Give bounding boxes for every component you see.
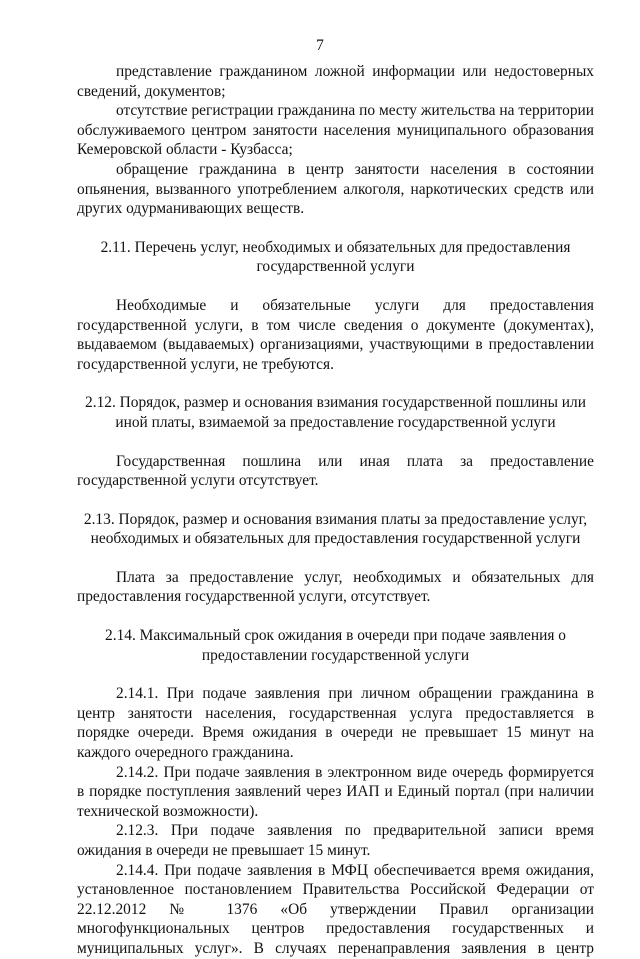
- section-heading-2-13: 2.13. Порядок, размер и основания взимания платы за предоставление услуг, необходимых и обязательных для предоставления государственной услуги: [83, 510, 588, 548]
- document-body: [77, 62, 594, 959]
- item-2-14-1: 2.14.1. При подаче заявления при личном обращении гражданина в центр занятости населения, государственная услуга предоставляется в порядке очереди. Время ожидания в очереди не превышает 15 минут на каждого очередного гражданина.: [77, 685, 594, 762]
- section-text-2-12: Государственная пошлина или иная плата за предоставление государственной услуги отсутствует.: [77, 452, 594, 490]
- section-heading-2-11: 2.11. Перечень услуг, необходимых и обязательных для предоставления государственной услуги: [100, 238, 571, 276]
- paragraph-false-info: представление гражданином ложной информации или недостоверных сведений, документов;: [77, 63, 594, 100]
- paragraph-intoxication: обращение гражданина в центр занятости населения в состоянии опьянения, вызванного употреблением алкоголя, наркотических средств или других одурманивающих веществ.: [77, 160, 594, 218]
- section-heading-2-12: 2.12. Порядок, размер и основания взимания государственной пошлины или иной платы, взимаемой за предоставление государственной услуги: [85, 394, 586, 431]
- section-heading-2-14: 2.14. Максимальный срок ожидания в очереди при подаче заявления о предоставлении государственной услуги: [105, 627, 566, 664]
- paragraph-no-registration: отсутствие регистрации гражданина по месту жительства на территории обслуживаемого центром занятости населения муниципального образования Кемеровской области - Кузбасса;: [77, 102, 594, 159]
- item-2-14-2: 2.14.2. При подаче заявления в электронном виде очередь формируется в порядке поступления заявлений через ИАП и Единый портал (при наличии технической возможности).: [77, 763, 594, 820]
- item-2-14-4: 2.14.4. При подаче заявления в МФЦ обеспечивается время ожидания, установленное постановлением Правительства Российской Федерации от 22.12.2012 № 1376 «Об утверждении Правил организации многофункциональных центров предоставления государственных и муниципальных услуг». В случаях перенаправления заявления в центр: [77, 861, 594, 957]
- item-2-12-3: 2.12.3. При подаче заявления по предварительной записи время ожидания в очереди не превышает 15 минут.: [77, 822, 594, 859]
- page-number: 7: [316, 37, 324, 54]
- section-text-2-11: Необходимые и обязательные услуги для предоставления государственной услуги, в том числе сведения о документе (документах), выдаваемом (выдаваемых) организациями, участвующими в предоставлении государственной услуги, не требуются.: [77, 296, 594, 373]
- section-text-2-13: Плата за предоставление услуг, необходимых и обязательных для предоставления государственной услуги, отсутствует.: [77, 568, 594, 606]
